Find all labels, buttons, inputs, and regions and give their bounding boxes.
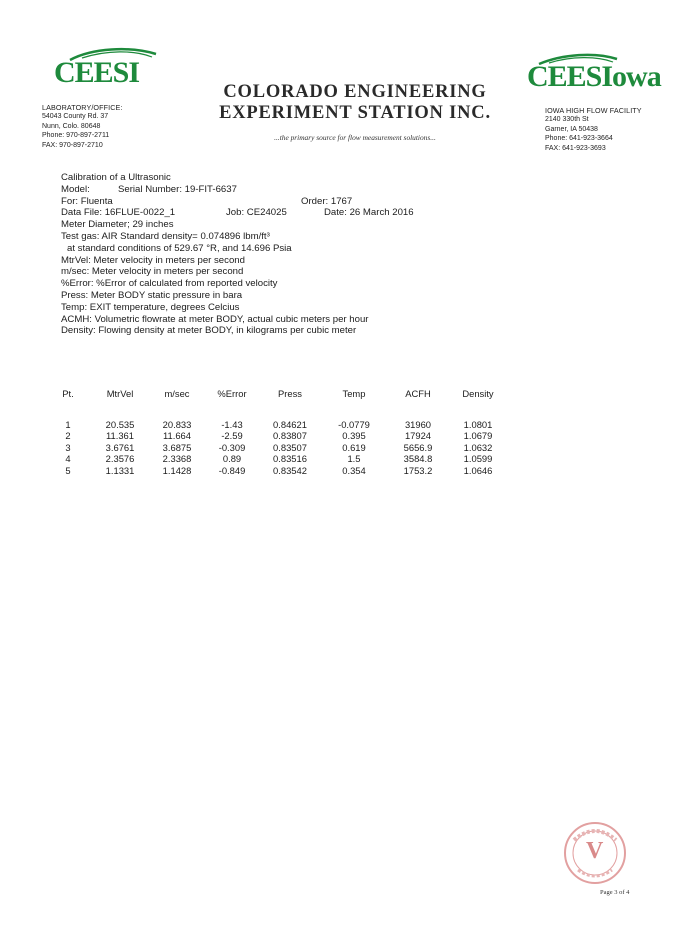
left-address [42,103,192,150]
table-cell: 0.395 [342,430,366,442]
table-cell: 3.6875 [162,441,192,453]
address-line: 54043 County Rd. 37 [42,113,109,121]
definition-mtrvel: MtrVel: Meter velocity in meters per second [61,254,245,266]
column-header: Pt. [62,388,74,399]
ceesi-logo-text: CEESI [54,56,140,89]
table-cell: 0.83516 [273,453,307,465]
company-name-line2: EXPERIMENT STATION INC. [219,103,491,123]
standard-conditions: at standard conditions of 529.67 °R, and 14.696 Psia [67,242,292,254]
address-line: Nunn, Colo. 80648 [42,122,101,130]
column-header: m/sec [164,388,190,399]
table-row [40,453,570,464]
table-row [40,419,570,430]
column-header: MtrVel [106,388,134,399]
definition-temp: Temp: EXIT temperature, degrees Celcius [61,301,240,313]
table-cell: 1.5 [347,453,361,465]
page-number: Page 3 of 4 [600,889,630,896]
meter-diameter: Meter Diameter; 29 inches [61,219,174,231]
address-line: IOWA HIGH FLOW FACILITY [545,106,642,115]
table-cell: 4 [65,453,71,465]
tagline: ...the primary source for flow measurement solutions... [274,133,436,142]
table-cell: -1.43 [221,419,243,430]
column-header: Density [462,388,494,399]
definition-acmh: ACMH: Volumetric flowrate at meter BODY, actual cubic meters per hour [61,313,369,325]
definition-error: %Error: %Error of calculated from reported velocity [61,278,278,290]
job-number: Job: CE24025 [226,207,287,219]
data-file: Data File: 16FLUE-0022_1 [61,207,176,219]
table-row [40,465,570,476]
ceesi-logo [52,46,162,90]
table-cell: -0.849 [218,464,246,476]
order-number: Order: 1767 [301,195,353,207]
table-cell: -0.309 [218,441,246,453]
test-gas: Test gas: AIR Standard density= 0.074896 lbm/ft³ [61,230,270,242]
table-cell: 1.1331 [105,464,135,476]
table-cell: 0.83507 [273,441,307,453]
table-cell: 2 [65,430,71,442]
right-address [545,106,685,153]
table-cell: 11.664 [163,430,191,442]
company-name-line1: COLORADO ENGINEERING [223,82,487,102]
table-cell: 1753.2 [403,464,433,476]
table-cell: 31960 [404,419,432,430]
stamp-letter: V [586,838,604,864]
table-cell: 11.361 [106,430,134,442]
table-cell: 1.0679 [463,430,493,442]
table-row [40,442,570,453]
address-line: LABORATORY/OFFICE: [42,103,123,112]
calibration-title: Calibration of a Ultrasonic [61,172,171,183]
definition-density: Density: Flowing density at meter BODY, in kilograms per cubic meter [61,325,357,337]
table-cell: 3584.8 [403,453,433,465]
address-line: Phone: 641-923-3664 [545,135,613,143]
table-cell: 20.833 [162,419,192,430]
table-cell: 0.84621 [273,419,307,430]
table-cell: 2.3576 [105,453,135,465]
table-cell: 0.354 [342,464,366,476]
table-row [40,430,570,441]
table-cell: 0.89 [222,453,242,465]
address-line: FAX: 970-897-2710 [42,141,103,149]
results-table-header [40,388,570,404]
definition-msec: m/sec: Meter velocity in meters per second [61,266,244,278]
column-header: %Error [217,388,247,399]
table-cell: 17924 [404,430,432,442]
address-line: 2140 330th St [545,116,589,124]
table-cell: 20.535 [105,419,135,430]
customer: For: Fluenta [61,195,113,207]
column-header: Press [278,388,302,399]
verification-stamp [560,818,630,888]
table-cell: 1.0599 [463,453,493,465]
column-header: ACFH [405,388,431,399]
serial-number: Serial Number: 19-FIT-6637 [118,183,237,195]
model-label: Model: [61,183,90,195]
address-line: Garner, IA 50438 [545,125,598,133]
company-name [200,82,510,124]
table-cell: -0.0779 [338,419,370,430]
table-cell: 0.83542 [273,464,307,476]
table-cell: 1.0801 [463,419,493,430]
table-cell: 5 [65,464,71,476]
table-cell: 1.1428 [162,464,192,476]
table-cell: 0.619 [342,441,366,453]
results-table-body [40,419,570,476]
table-cell: 2.3368 [162,453,192,465]
table-cell: 0.83807 [273,430,307,442]
table-cell: 5656.9 [403,441,433,453]
definition-press: Press: Meter BODY static pressure in bara [61,289,243,301]
ceesiowa-logo-text: CEESIowa [527,60,661,93]
ceesiowa-logo [525,52,675,94]
table-cell: -2.59 [221,430,243,442]
table-cell: 1.0632 [463,441,493,453]
table-cell: 3.6761 [105,441,135,453]
column-header: Temp [342,388,366,399]
address-line: FAX: 641-923-3693 [545,144,606,152]
table-cell: 1.0646 [463,464,493,476]
address-line: Phone: 970-897-2711 [42,132,110,140]
test-date: Date: 26 March 2016 [324,207,414,219]
table-cell: 1 [65,419,71,430]
table-cell: 3 [65,441,71,453]
